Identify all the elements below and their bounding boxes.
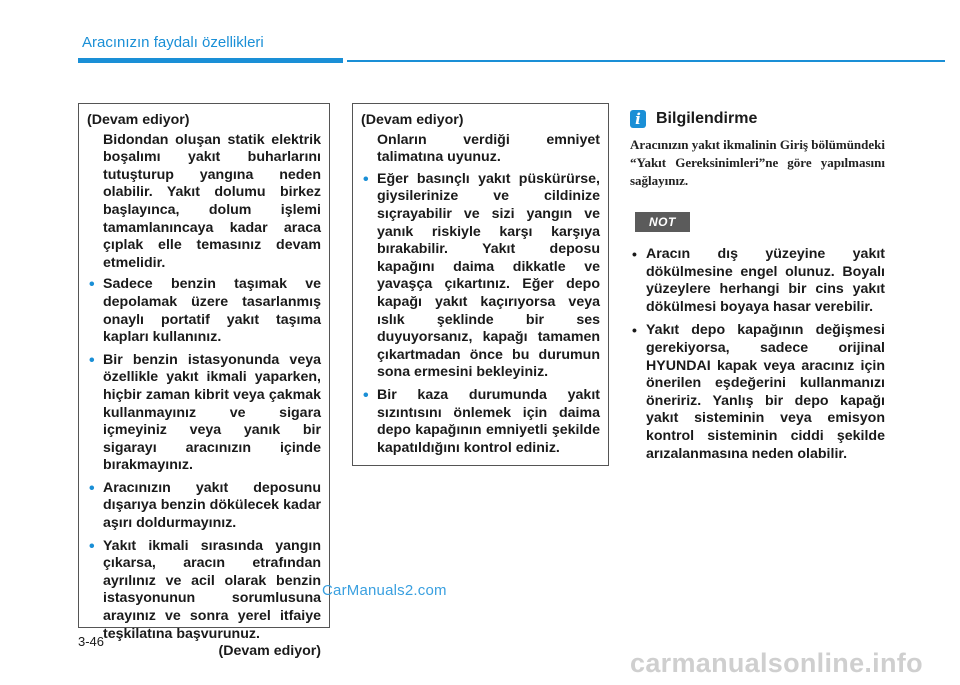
bullet-icon: • (89, 276, 95, 294)
header-title: Aracınızın faydalı özellikleri (82, 34, 264, 51)
list-item (630, 246, 885, 316)
header-bar-thin (347, 60, 945, 62)
list-item (87, 480, 321, 533)
watermark-carmanualsonline: carmanualsonline.info (630, 648, 923, 678)
warning-box-middle (352, 103, 609, 466)
box-paragraph: Onların verdiği emniyet talimatına uyunuz. (377, 131, 600, 166)
list-item-text: Aracın dış yüzeyine yakıt dökülmesine engel olunuz. Boyalı yüzeylere herhangi bir cins yakıt dökülmesi boyaya hasar verebilir. (646, 246, 885, 315)
list-item (87, 352, 321, 475)
list-item (361, 171, 600, 382)
list-item (361, 387, 600, 457)
info-icon: i (630, 110, 646, 128)
list-item-text: Aracınızın yakıt deposunu dışarıya benzin dökülecek kadar aşırı doldurmayınız. (103, 479, 321, 532)
info-section (630, 108, 885, 469)
note-badge: NOT (635, 212, 690, 232)
info-text: Aracınızın yakıt ikmalinin Giriş bölümündeki “Yakıt Gereksinimleri”ne göre yapılmasını sağlayınız. (630, 137, 885, 188)
list-item (87, 538, 321, 644)
bullet-icon: • (363, 170, 369, 188)
list-item-text: Eğer basınçlı yakıt püskürürse, giysilerinize ve cildinize sıçrayabilir ve sizi yangın ve yanık riskiyle karşı karşıya bırakabilir. Yakıt deposu kapağını daima dikkatle ve yavaşça çıkartınız. Eğer depo kapağı yakıt kaçırıyorsa veya ıslık şeklinde bir ses duyuyorsanız, kapağı tamamen çıkartmadan önce bu durumun sona ermesini bekleyiniz. (377, 170, 600, 381)
box-bullet-list (87, 276, 321, 643)
bullet-icon: • (363, 386, 369, 404)
note-list (630, 246, 885, 463)
box-bullet-list (361, 171, 600, 458)
list-item-text: Bir benzin istasyonunda veya özellikle yakıt ikmali yaparken, hiçbir zaman kibrit veya çakmak kullanmayınız ve sigara içmeyiniz veya yanık bir sigarayı aracınızın içinde bırakmayınız. (103, 351, 321, 474)
page-number: 3-46 (78, 634, 105, 649)
box-continued-label: (Devam ediyor) (361, 112, 464, 128)
watermark-carmanuals2: CarManuals2.com (322, 582, 447, 599)
info-title: Bilgilendirme (656, 110, 758, 127)
box-continued-label: (Devam ediyor) (87, 112, 190, 128)
bullet-icon: • (89, 351, 95, 369)
list-item (630, 322, 885, 463)
bullet-icon: • (89, 537, 95, 555)
list-item-text: Bir kaza durumunda yakıt sızıntısını önlemek için daima depo kapağının emniyetli şekilde kapatıldığını kontrol ediniz. (377, 386, 600, 456)
box-paragraph: Bidondan oluşan statik elektrik boşalımı yakıt buharlarını tutuşturup yangına neden olabilir. Yakıt dolumu birkez başlayınca, dolum işlemi tamamlanıncaya kadar araca çıplak elle temasınız devam etmelidir. (103, 131, 321, 271)
info-header (630, 108, 885, 130)
box-continues-label: (Devam ediyor) (218, 643, 321, 660)
list-item-text: Sadece benzin taşımak ve depolamak üzere tasarlanmış onaylı portatif yakıt taşıma kapları kullanınız. (103, 276, 321, 346)
list-item-text: Yakıt ikmali sırasında yangın çıkarsa, aracın etrafından ayrılınız ve acil olarak benzin istasyonunun sorumlusuna arayınız ve sonra yerel itfaiye teşkilatına başvurunuz. (103, 537, 321, 642)
bullet-icon: • (632, 322, 637, 339)
header-bar-thick (78, 58, 343, 63)
bullet-icon: • (89, 479, 95, 497)
list-item-text: Yakıt depo kapağının değişmesi gerekiyorsa, sadece orijinal HYUNDAI kapak veya aracınız için önerilen eşdeğerini kullanmanızı öneririz. Yanlış bir depo kapağı yakıt sisteminin veya emisyon kontrol sisteminin ciddi şekilde arızalanmasına neden olabilir. (646, 322, 885, 462)
list-item (87, 276, 321, 346)
bullet-icon: • (632, 246, 637, 262)
